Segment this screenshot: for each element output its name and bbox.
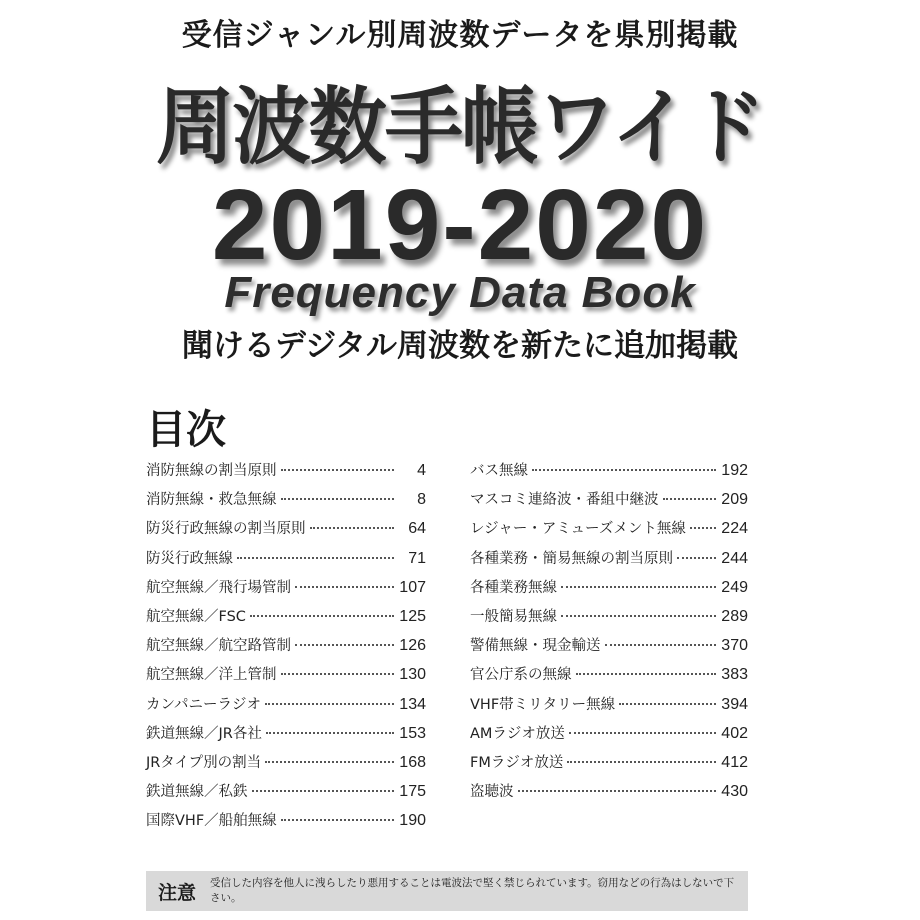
toc-entry-page: 249	[721, 578, 748, 596]
toc-leader-dots	[561, 615, 716, 617]
toc-entry-page: 64	[408, 520, 426, 538]
toc-entry	[470, 605, 748, 634]
toc-leader-dots	[237, 557, 394, 559]
toc-entry-title: AMラジオ放送	[470, 725, 565, 742]
toc-entry-title: カンパニーラジオ	[146, 696, 261, 713]
toc-leader-dots	[266, 732, 394, 734]
toc-entry-title: 官公庁系の無線	[470, 667, 572, 684]
toc-entry-title: 鉄道無線／JR各社	[146, 725, 262, 742]
toc-entry-page: 126	[399, 637, 426, 655]
toc-entry-title: 国際VHF／船舶無線	[146, 813, 277, 830]
toc-entry	[470, 488, 748, 517]
toc-entry-page: 107	[399, 578, 426, 596]
toc-entry-page: 244	[721, 549, 748, 567]
cover-year: 2019-2020	[211, 169, 709, 281]
toc-entry-title: 防災行政無線の割当原則	[146, 521, 306, 538]
toc-entry	[470, 751, 748, 780]
toc-left-column	[146, 459, 426, 838]
toc-leader-dots	[677, 557, 716, 559]
toc-entry	[146, 488, 426, 517]
toc-entry	[470, 547, 748, 576]
toc-entry-title: 航空無線／飛行場管制	[146, 579, 291, 596]
toc-leader-dots	[295, 644, 394, 646]
cover-title: 周波数手帳ワイド	[156, 78, 764, 176]
cover-english-title: Frequency Data Book	[224, 268, 696, 317]
toc-entry	[146, 459, 426, 488]
toc-entry	[146, 780, 426, 809]
toc-entry-title: 航空無線／航空路管制	[146, 638, 291, 655]
toc-leader-dots	[265, 703, 394, 705]
toc-entry-title: 消防無線・救急無線	[146, 492, 277, 509]
toc-leader-dots	[281, 673, 395, 675]
toc-entry-page: 168	[399, 753, 426, 771]
toc-entry-page: 209	[721, 491, 748, 509]
toc-entry-title: FMラジオ放送	[470, 754, 564, 771]
toc-leader-dots	[663, 498, 717, 500]
toc-entry-page: 412	[721, 753, 748, 771]
toc-entry-title: レジャー・アミューズメント無線	[470, 521, 686, 538]
cover-top-line: 受信ジャンル別周波数データを県別掲載	[181, 18, 739, 53]
toc-entry-page: 383	[721, 666, 748, 684]
toc-entry-title: 航空無線／FSC	[146, 608, 246, 625]
notice-box	[146, 871, 748, 911]
notice-text: 受信した内容を他人に洩らしたり悪用することは電波法で堅く禁じられています。窃用などの行為はしないで下さい。	[210, 877, 735, 904]
toc-entry-page: 224	[721, 520, 748, 538]
toc-entry-title: VHF帯ミリタリー無線	[470, 696, 616, 713]
toc-entry	[470, 780, 748, 809]
toc-entry	[146, 517, 426, 546]
toc-leader-dots	[690, 527, 716, 529]
toc-entry-page: 430	[721, 783, 748, 801]
toc-leader-dots	[569, 732, 716, 734]
toc-entry	[146, 751, 426, 780]
toc-entry-title: 各種業務・簡易無線の割当原則	[470, 550, 673, 567]
toc-entry-title: JRタイプ別の割当	[146, 754, 262, 771]
toc-entry	[470, 576, 748, 605]
toc-entry	[146, 547, 426, 576]
toc-leader-dots	[532, 469, 716, 471]
toc-entry	[146, 605, 426, 634]
toc-entry-page: 71	[408, 549, 426, 567]
toc-entry	[470, 459, 748, 488]
toc-entry-title: マスコミ連絡波・番組中継波	[470, 492, 659, 509]
toc-entry-title: 消防無線の割当原則	[146, 463, 277, 479]
toc-entry	[470, 634, 748, 663]
toc-entry-page: 289	[721, 607, 748, 625]
toc-entry-page: 402	[721, 724, 748, 742]
toc-entry	[470, 693, 748, 722]
cover-sub-line: 聞けるデジタル周波数を新たに追加掲載	[181, 328, 739, 364]
toc-entry-title: バス無線	[470, 463, 528, 479]
toc-entry	[146, 576, 426, 605]
toc-entry-title: 航空無線／洋上管制	[146, 667, 277, 684]
toc-entry-page: 134	[399, 695, 426, 713]
toc-entry-page: 130	[399, 666, 426, 684]
toc-leader-dots	[619, 703, 716, 705]
toc-leader-dots	[250, 615, 394, 617]
toc-entry-title: 一般簡易無線	[470, 608, 557, 625]
toc-leader-dots	[281, 819, 394, 821]
toc-entry-page: 4	[417, 462, 426, 479]
toc-entry	[470, 517, 748, 546]
toc-entry-page: 370	[721, 637, 748, 655]
toc-entry-page: 153	[399, 724, 426, 742]
toc-leader-dots	[567, 761, 716, 763]
toc-leader-dots	[265, 761, 394, 763]
toc-entry	[146, 663, 426, 692]
toc-entry-page: 125	[399, 607, 426, 625]
toc-entry-page: 175	[399, 783, 426, 801]
toc-entry-page: 8	[417, 491, 426, 509]
toc-entry-title: 各種業務無線	[470, 579, 557, 596]
toc-entry	[146, 693, 426, 722]
toc-entry-title: 防災行政無線	[146, 550, 233, 567]
toc-entry	[146, 722, 426, 751]
toc-leader-dots	[295, 586, 394, 588]
toc-leader-dots	[252, 790, 395, 792]
notice-label: 注意	[158, 881, 197, 904]
toc-entry	[146, 634, 426, 663]
toc-entry-page: 192	[721, 462, 748, 479]
toc-entry-page: 394	[721, 695, 748, 713]
toc-entry	[470, 722, 748, 751]
toc-entry-title: 鉄道無線／私鉄	[146, 784, 248, 801]
toc-entry-title: 盗聴波	[470, 784, 514, 801]
toc-leader-dots	[518, 790, 717, 792]
toc-leader-dots	[281, 498, 395, 500]
toc-heading: 目次	[146, 407, 226, 453]
toc-entry	[470, 663, 748, 692]
toc-entry	[146, 809, 426, 838]
toc-leader-dots	[310, 527, 395, 529]
toc-leader-dots	[576, 673, 717, 675]
toc-leader-dots	[281, 469, 395, 471]
toc-right-column	[470, 459, 748, 809]
toc-entry-title: 警備無線・現金輸送	[470, 638, 601, 655]
toc-leader-dots	[561, 586, 716, 588]
toc-leader-dots	[605, 644, 717, 646]
toc-entry-page: 190	[399, 812, 426, 830]
